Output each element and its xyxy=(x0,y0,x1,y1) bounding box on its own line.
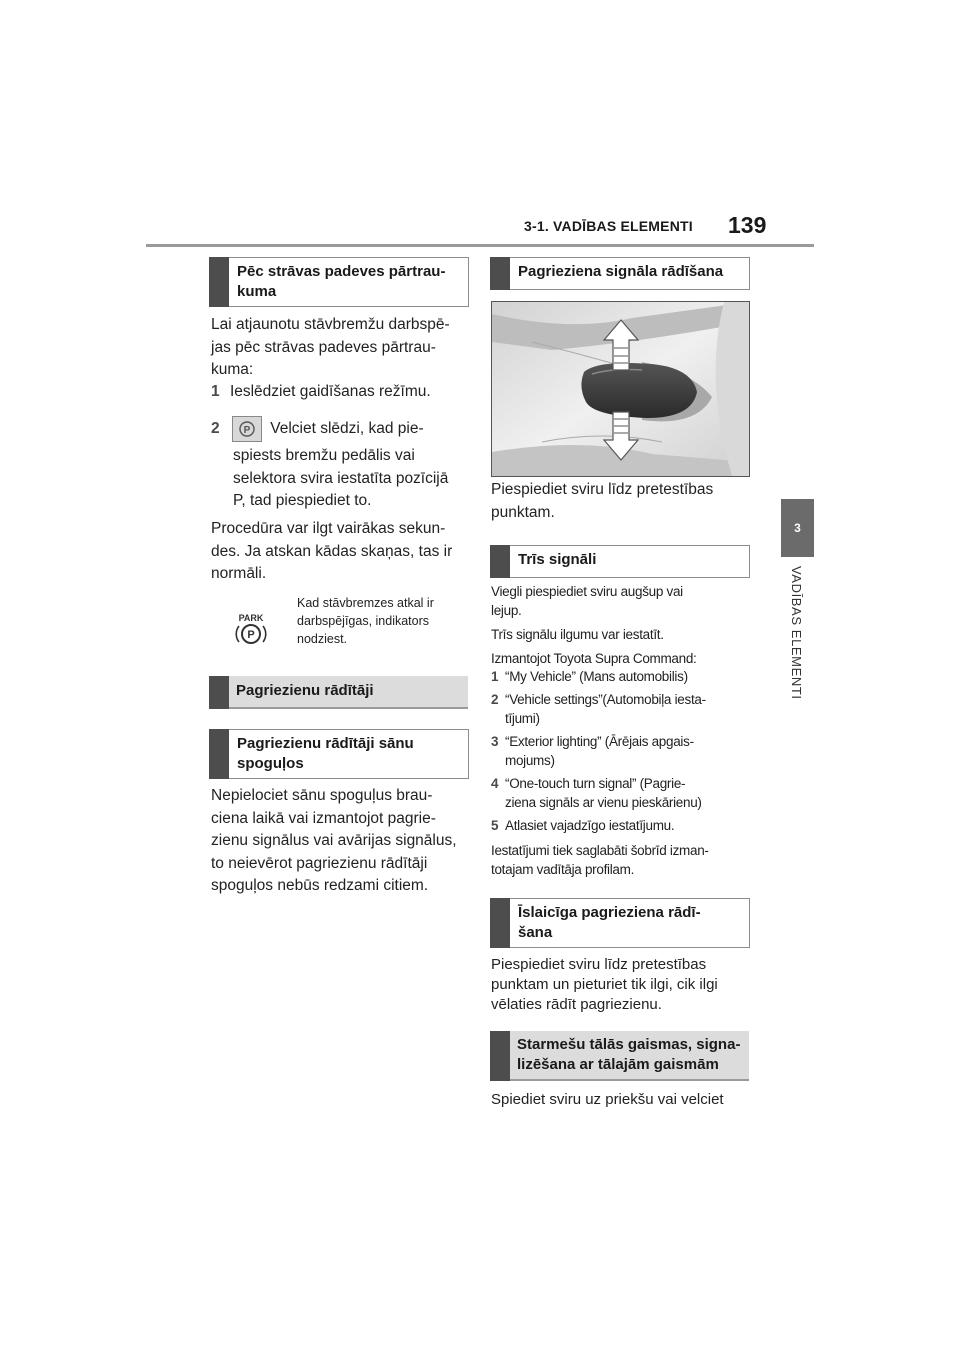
step-number: 2 xyxy=(211,420,220,438)
text-line: ziena signāls ar vienu pieskārienu) xyxy=(505,795,702,810)
list-item xyxy=(491,816,756,835)
heading-mirror-turn-signals xyxy=(209,729,469,779)
three-signals-text xyxy=(491,582,756,668)
heading-text: Īslaicīga pagrieziena rādī- šana xyxy=(518,904,701,941)
text-line: spoguļos nebūs redzami citiem. xyxy=(211,877,429,894)
step-number: 1 xyxy=(211,383,220,400)
chapter-tab xyxy=(781,499,814,557)
text-line: kuma: xyxy=(211,361,254,378)
heading-bar xyxy=(209,729,229,779)
list-item xyxy=(491,732,756,770)
high-beam-paragraph: Spiediet sviru uz priekšu vai velciet xyxy=(491,1091,724,1108)
park-indicator-icon xyxy=(235,612,267,646)
text-line: punktam un pieturiet tik ilgi, cik ilgi xyxy=(491,976,718,993)
text-line: “Vehicle settings”(Automobiļa iesta- xyxy=(505,692,706,707)
heading-high-beam xyxy=(490,1031,749,1081)
heading-text: Pagriezienu rādītāji sānu spoguļos xyxy=(237,735,414,772)
text-line: Trīs signālu ilgumu var iestatīt. xyxy=(491,627,664,642)
heading-text: Starmešu tālās gaismas, signa- lizēšana ar tālajām gaismām xyxy=(517,1036,741,1073)
step-text: Velciet slēdzi, kad pie- xyxy=(270,420,424,438)
heading-text: Pēc strāvas padeves pārtrau- kuma xyxy=(237,263,446,300)
step-text: Ieslēdziet gaidīšanas režīmu. xyxy=(229,383,431,400)
heading-text: Pagrieziena signāla rādīšana xyxy=(518,263,724,280)
heading-bar xyxy=(490,898,510,948)
text-line: Procedūra var ilgt vairākas sekun- xyxy=(211,520,446,537)
list-item xyxy=(491,690,756,728)
list-number: 2 xyxy=(491,692,499,707)
text-line: punktam. xyxy=(491,503,555,521)
step-2-continued xyxy=(233,445,483,513)
heading-power-restore xyxy=(209,257,469,307)
procedure-paragraph xyxy=(211,518,481,586)
heading-turn-signal-indication xyxy=(490,257,750,290)
text-line: Iestatījumi tiek saglabāti šobrīd izman- xyxy=(491,843,709,858)
list-item xyxy=(491,774,756,812)
text-line: Nepielociet sānu spoguļus brau- xyxy=(211,787,433,804)
heading-bar xyxy=(209,257,229,307)
text-line: des. Ja atskan kādas skaņas, tas ir xyxy=(211,542,453,560)
text-line: mojums) xyxy=(505,753,555,768)
text-line: zienu signālus vai avārijas signālus, xyxy=(211,832,457,849)
list-number: 4 xyxy=(491,776,499,791)
parking-brake-switch-icon xyxy=(232,416,262,442)
heading-bar xyxy=(209,676,229,709)
text-line: jas pēc strāvas padeves pārtrau- xyxy=(211,338,436,356)
heading-bar xyxy=(490,257,510,290)
text-line: ciena laikā vai izmantojot pagrie- xyxy=(211,809,436,827)
text-line: Kad stāvbremzes atkal ir xyxy=(297,596,434,610)
section-title: 3-1. VADĪBAS ELEMENTI xyxy=(524,218,693,234)
turn-signal-lever-illustration xyxy=(491,301,750,477)
intro-paragraph xyxy=(211,314,481,382)
text-line: “One-touch turn signal” (Pagrie- xyxy=(505,776,686,791)
page-number: 139 xyxy=(728,212,767,238)
heading-bar xyxy=(490,1031,510,1081)
heading-brief-turn-signal xyxy=(490,898,750,948)
text-line: tījumi) xyxy=(505,711,540,726)
text-line: Piespiediet sviru līdz pretestības xyxy=(491,481,714,498)
text-line: P, tad piespiediet to. xyxy=(233,492,372,509)
text-line: normāli. xyxy=(211,565,267,582)
text-line: darbspējīgas, indikators xyxy=(297,614,430,628)
list-number: 1 xyxy=(491,669,499,684)
list-number: 3 xyxy=(491,734,499,749)
svg-text:P: P xyxy=(247,629,255,641)
text-line: Izmantojot Toyota Supra Command: xyxy=(491,651,697,666)
chapter-tab-label: VADĪBAS ELEMENTI xyxy=(789,566,804,700)
heading-bar xyxy=(490,545,510,578)
text-line: totajam vadītāja profilam. xyxy=(491,862,635,877)
settings-list xyxy=(491,667,756,839)
heading-turn-signals xyxy=(209,676,468,709)
park-indicator-note xyxy=(297,594,477,648)
list-number: 5 xyxy=(491,818,499,833)
text-line: selektora svira iestatīta pozīcijā xyxy=(233,469,449,487)
list-item xyxy=(491,667,756,686)
press-lever-paragraph xyxy=(491,479,761,524)
text-line: Lai atjaunotu stāvbremžu darbspē- xyxy=(211,316,450,333)
step-2 xyxy=(211,416,481,442)
text-line: spiests bremžu pedālis vai xyxy=(233,447,415,464)
header-rule xyxy=(146,244,814,247)
heading-three-signals xyxy=(490,545,750,578)
text-line: nodziest. xyxy=(297,632,348,646)
text-line: “Exterior lighting” (Ārējais apgais- xyxy=(505,734,694,749)
text-line: Atlasiet vajadzīgo iestatījumu. xyxy=(505,818,675,833)
heading-text: Pagriezienu rādītāji xyxy=(236,682,374,699)
svg-text:P: P xyxy=(243,425,251,436)
settings-saved-note xyxy=(491,841,756,879)
chapter-number: 3 xyxy=(794,521,801,535)
text-line: “My Vehicle” (Mans automobilis) xyxy=(505,669,688,684)
text-line: Viegli piespiediet sviru augšup vai xyxy=(491,584,683,599)
brief-signal-paragraph xyxy=(491,955,759,1015)
text-line: to neievērot pagriezienu rādītāji xyxy=(211,854,428,872)
park-icon-label: PARK xyxy=(238,613,264,623)
heading-text: Trīs signāli xyxy=(518,551,597,568)
mirrors-paragraph xyxy=(211,785,486,898)
text-line: Piespiediet sviru līdz pretestības xyxy=(491,956,707,973)
text-line: vēlaties rādīt pagriezienu. xyxy=(491,996,662,1013)
text-line: lejup. xyxy=(491,603,522,618)
step-1 xyxy=(211,381,481,404)
